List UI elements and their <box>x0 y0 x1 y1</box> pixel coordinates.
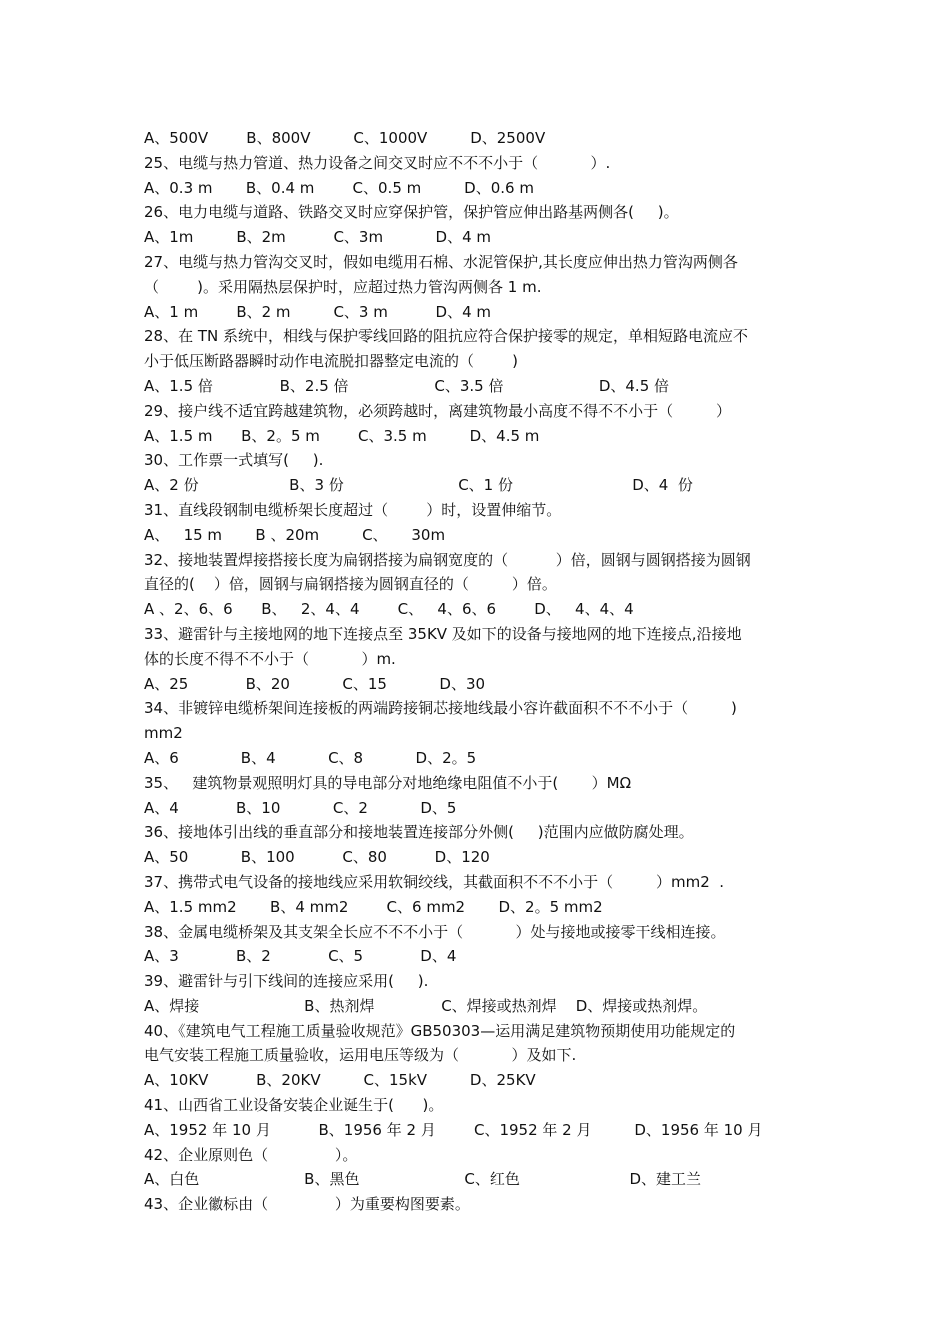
text-line: A、4 B、10 C、2 D、5 <box>144 798 457 817</box>
text-line: （ )。采用隔热层保护时，应超过热力管沟两侧各 1 m. <box>144 277 542 296</box>
text-line: 直径的( ）倍，圆钢与扁钢搭接为圆钢直径的（ ）倍。 <box>144 575 557 594</box>
text-line: A、6 B、4 C、8 D、2。5 <box>144 748 477 767</box>
text-line: 26、电力电缆与道路、铁路交叉时应穿保护管，保护管应伸出路基两侧各( )。 <box>144 203 679 222</box>
text-line: A、白色 B、黑色 C、红色 D、建工兰 <box>144 1170 702 1189</box>
text-line: 27、电缆与热力管沟交叉时，假如电缆用石棉、水泥管保护,其长度应伸出热力管沟两侧各 <box>144 252 738 271</box>
text-line: A、3 B、2 C、5 D、4 <box>144 947 457 966</box>
text-line: 小于低压断路器瞬时动作电流脱扣器整定电流的（ ) <box>144 352 518 371</box>
text-line: 39、避雷针与引下线间的连接应采用( ). <box>144 972 429 991</box>
text-line: A、1.5 倍 B、2.5 倍 C、3.5 倍 D、4.5 倍 <box>144 376 670 395</box>
text-line: 28、在 TN 系统中，相线与保护零线回路的阻抗应符合保护接零的规定，单相短路电流应不 <box>144 327 749 346</box>
text-line: 33、避雷针与主接地网的地下连接点至 35KV 及如下的设备与接地网的地下连接点,沿接地 <box>144 624 742 643</box>
text-line: A 、2、6、6 B、 2、4、4 C、 4、6、6 D、 4、4、4 <box>144 600 634 619</box>
text-line: 43、企业徽标由（ ）为重要构图要素。 <box>144 1195 470 1214</box>
text-line: A、 15 m B 、20m C、 30m <box>144 525 446 544</box>
text-line: A、0.3 m B、0.4 m C、0.5 m D、0.6 m <box>144 178 534 197</box>
text-line: A、1 m B、2 m C、3 m D、4 m <box>144 302 492 321</box>
text-line: 电气安装工程施工质量验收，运用电压等级为（ ）及如下. <box>144 1046 577 1065</box>
text-line: A、1952 年 10 月 B、1956 年 2 月 C、1952 年 2 月 D、1956 年 10 月 <box>144 1120 763 1139</box>
text-line: A、1.5 mm2 B、4 mm2 C、6 mm2 D、2。5 mm2 <box>144 897 603 916</box>
text-line: 37、携带式电气设备的接地线应采用软铜绞线，其截面积不不不小于（ ）mm2 . <box>144 872 725 891</box>
text-line: 32、接地装置焊接搭接长度为扁钢搭接为扁钢宽度的（ ）倍，圆钢与圆钢搭接为圆钢 <box>144 550 751 569</box>
text-line: A、500V B、800V C、1000V D、2500V <box>144 129 546 147</box>
text-line: 34、非镀锌电缆桥架间连接板的两端跨接铜芯接地线最小容许截面积不不不小于（ ) <box>144 699 737 718</box>
text-line: A、1.5 m B、2。5 m C、3.5 m D、4.5 m <box>144 426 540 445</box>
text-line: 体的长度不得不不小于（ ）m. <box>144 649 396 668</box>
text-line: A、焊接 B、热剂焊 C、焊接或热剂焊 D、焊接或热剂焊。 <box>144 996 708 1015</box>
text-line: mm2 <box>144 724 183 743</box>
text-line: A、2 份 B、3 份 C、1 份 D、4 份 <box>144 476 693 495</box>
text-line: 30、工作票一式填写( ). <box>144 451 324 470</box>
text-line: 35、 建筑物景观照明灯具的导电部分对地绝缘电阻值不小于( ）MΩ <box>144 773 632 792</box>
text-line: A、1m B、2m C、3m D、4 m <box>144 228 492 247</box>
text-line: 31、直线段钢制电缆桥架长度超过（ ）时，设置伸缩节。 <box>144 500 562 519</box>
text-line: 42、企业原则色（ ）。 <box>144 1145 358 1164</box>
text-line: 38、金属电缆桥架及其支架全长应不不不小于（ ）处与接地或接零干线相连接。 <box>144 922 726 941</box>
text-line: A、10KV B、20KV C、15kV D、25KV <box>144 1071 536 1090</box>
text-line: 41、山西省工业设备安装企业诞生于( )。 <box>144 1096 444 1115</box>
document-body <box>144 126 824 1217</box>
text-line: A、50 B、100 C、80 D、120 <box>144 848 490 867</box>
text-line: A、25 B、20 C、15 D、30 <box>144 674 486 693</box>
text-line: 29、接户线不适宜跨越建筑物，必须跨越时，离建筑物最小高度不得不不小于（ ） <box>144 401 732 420</box>
text-line: 40、《建筑电气工程施工质量验收规范》GB50303—运用满足建筑物预期使用功能规定的 <box>144 1021 736 1040</box>
text-line: 36、接地体引出线的垂直部分和接地装置连接部分外侧( )范围内应做防腐处理。 <box>144 823 694 842</box>
text-line: 25、电缆与热力管道、热力设备之间交叉时应不不不小于（ ）. <box>144 153 611 172</box>
